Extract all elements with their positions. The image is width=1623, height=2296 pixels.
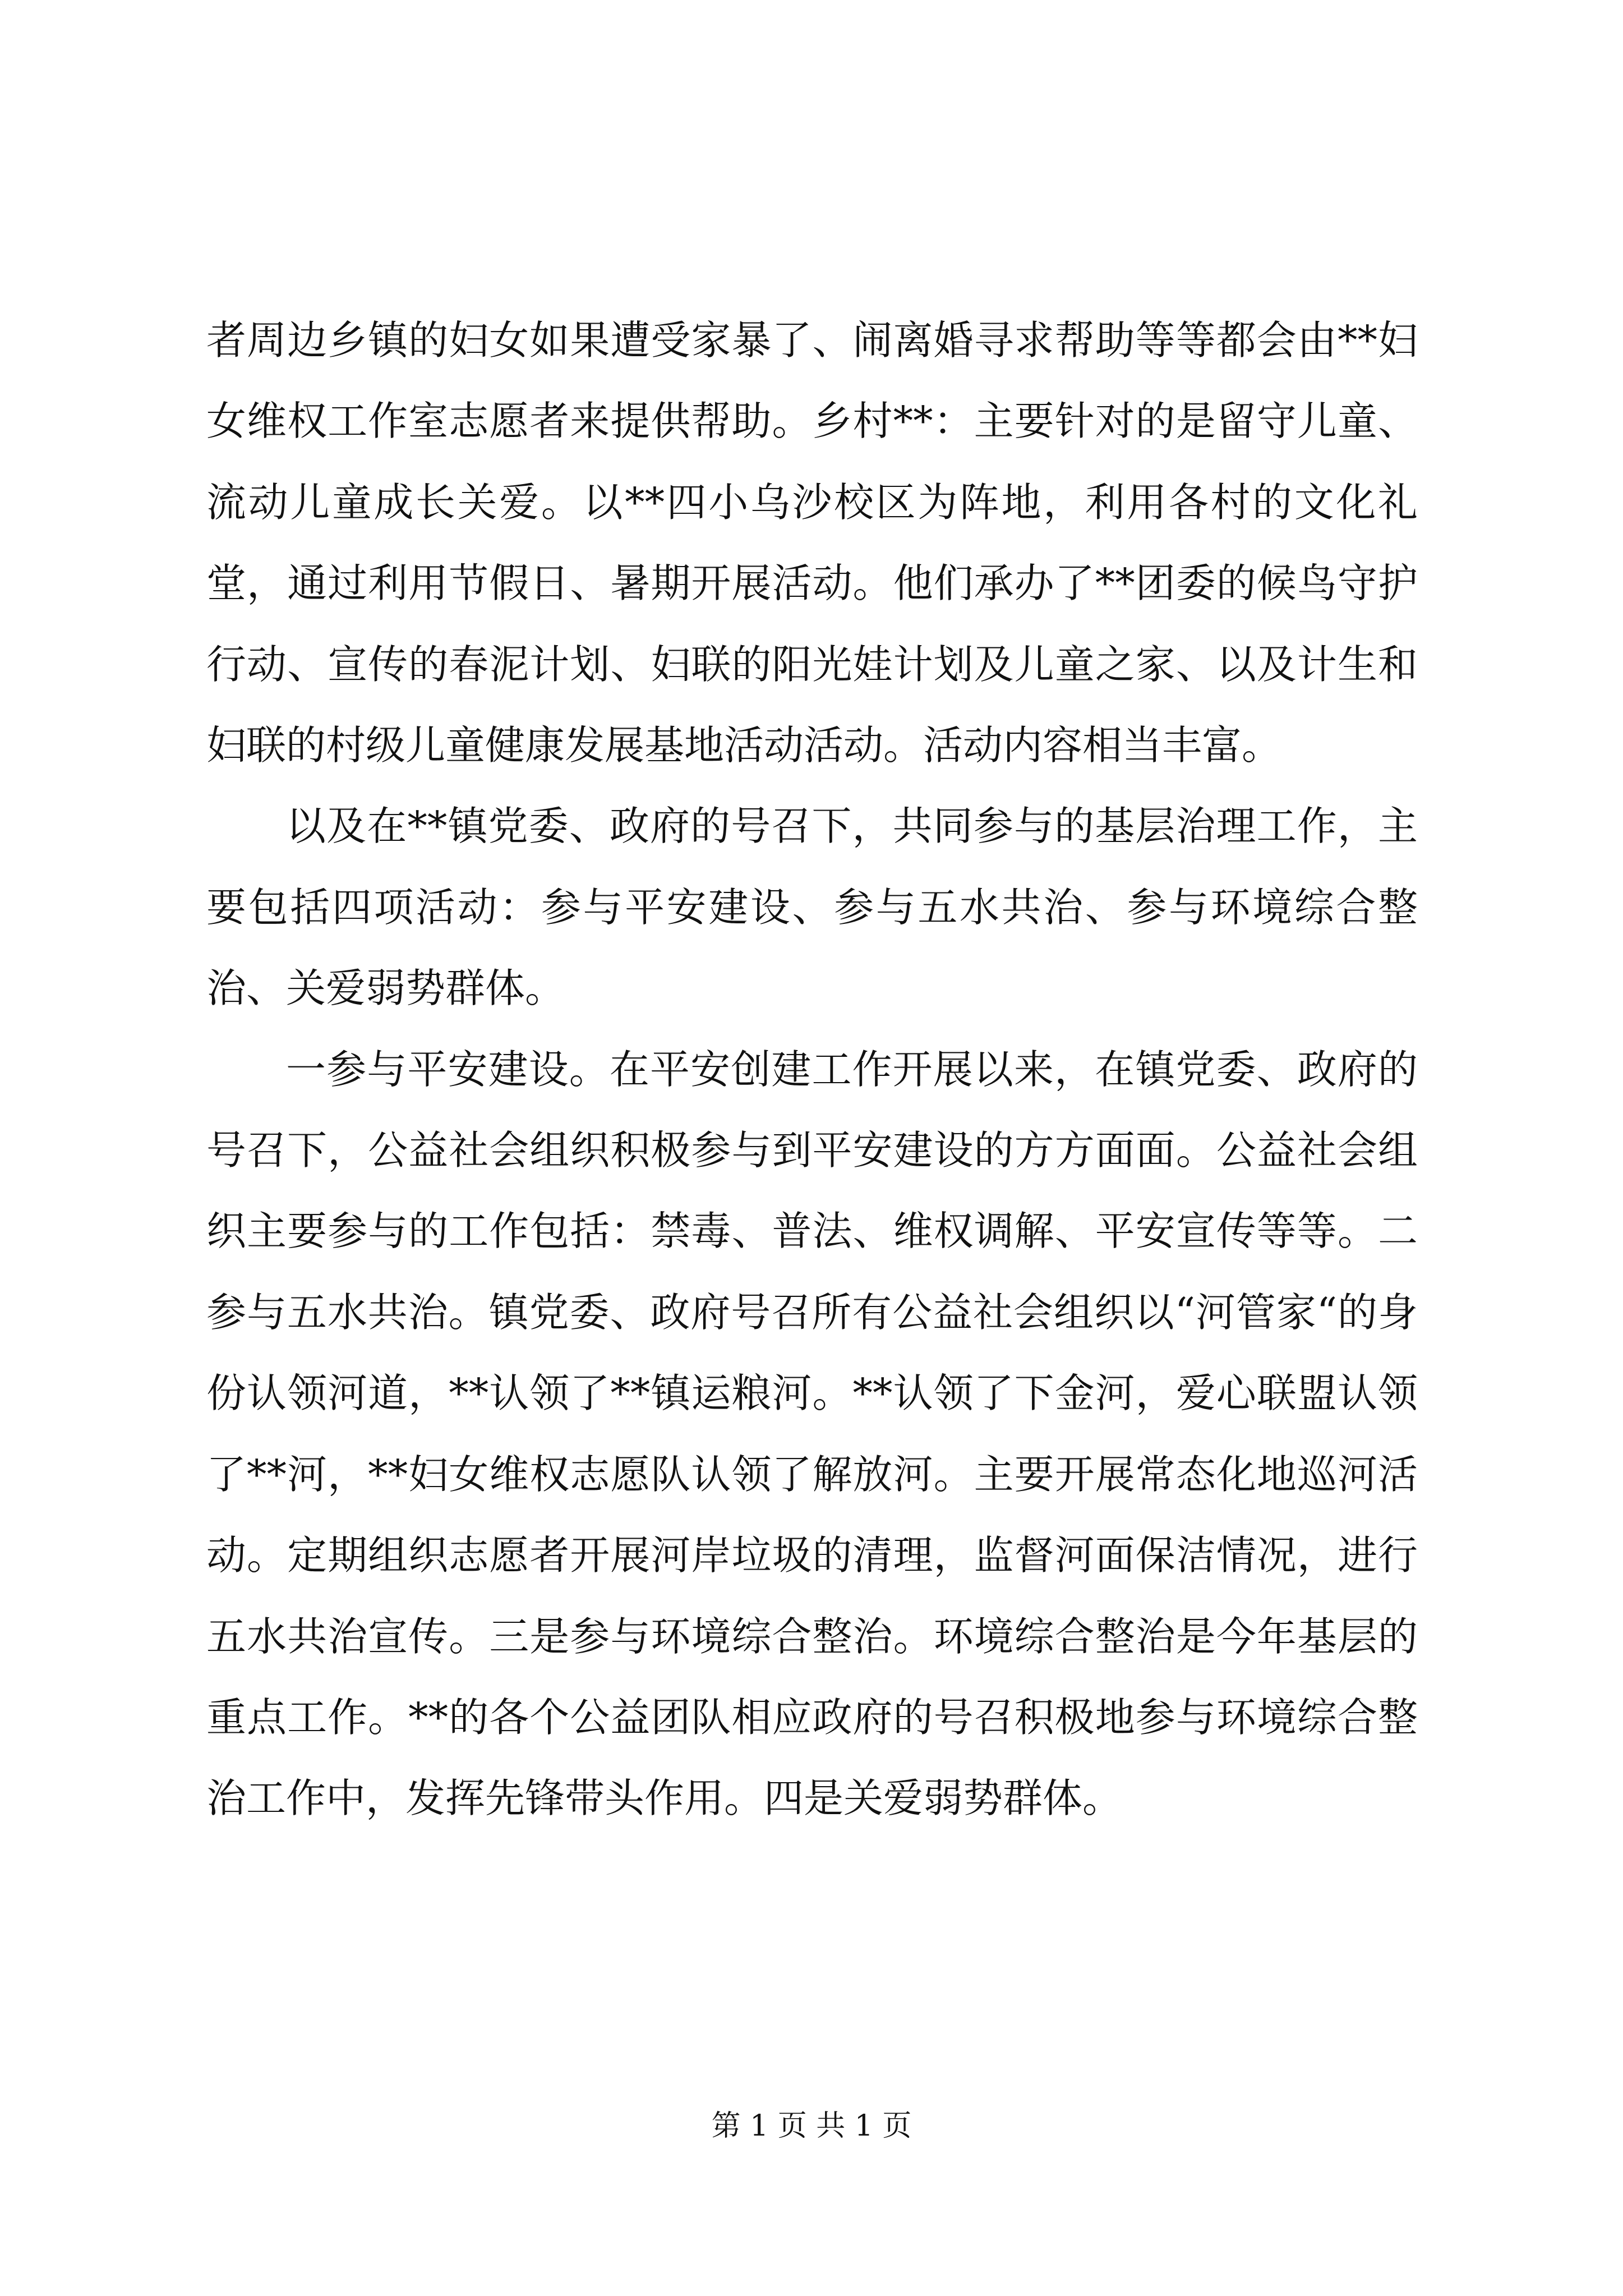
paragraph-2: 以及在**镇党委、政府的号召下，共同参与的基层治理工作，主要包括四项活动：参与平安建设、参与五水共治、参与环境综合整治、关爱弱势群体。: [206, 803, 1418, 1012]
paragraph-3: 一参与平安建设。在平安创建工作开展以来，在镇党委、政府的号召下，公益社会组织积极参与到平安建设的方方面面。公益社会组织主要参与的工作包括：禁毒、普法、维权调解、平安宣传等等。二参与五水共治。镇党委、政府号召所有公益社会组织以“河管家“的身份认领河道，**认领了**镇运粮河。**认领了下金河，爱心联盟认领了**河，**妇女维权志愿队认领了解放河。主要开展常态化地巡河活动。定期组织志愿者开展河岸垃圾的清理，监督河面保洁情况，进行五水共治宣传。三是参与环境综合整治。环境综合整治是今年基层的重点工作。**的各个公益团队相应政府的号召积极地参与环境综合整治工作中，发挥先锋带头作用。四是关爱弱势群体。: [206, 1046, 1418, 1822]
page-footer: 第 1 页 共 1 页: [711, 2109, 912, 2143]
paragraph-1: 者周边乡镇的妇女如果遭受家暴了、闹离婚寻求帮助等等都会由**妇女维权工作室志愿者来提供帮助。乡村**：主要针对的是留守儿童、流动儿童成长关爱。以**四小乌沙校区为阵地，利用各村的文化礼堂，通过利用节假日、暑期开展活动。他们承办了**团委的候鸟守护行动、宣传的春泥计划、妇联的阳光娃计划及儿童之家、以及计生和妇联的村级儿童健康发展基地活动活动。活动内容相当丰富。: [206, 317, 1418, 769]
document-body: [206, 300, 1418, 1839]
